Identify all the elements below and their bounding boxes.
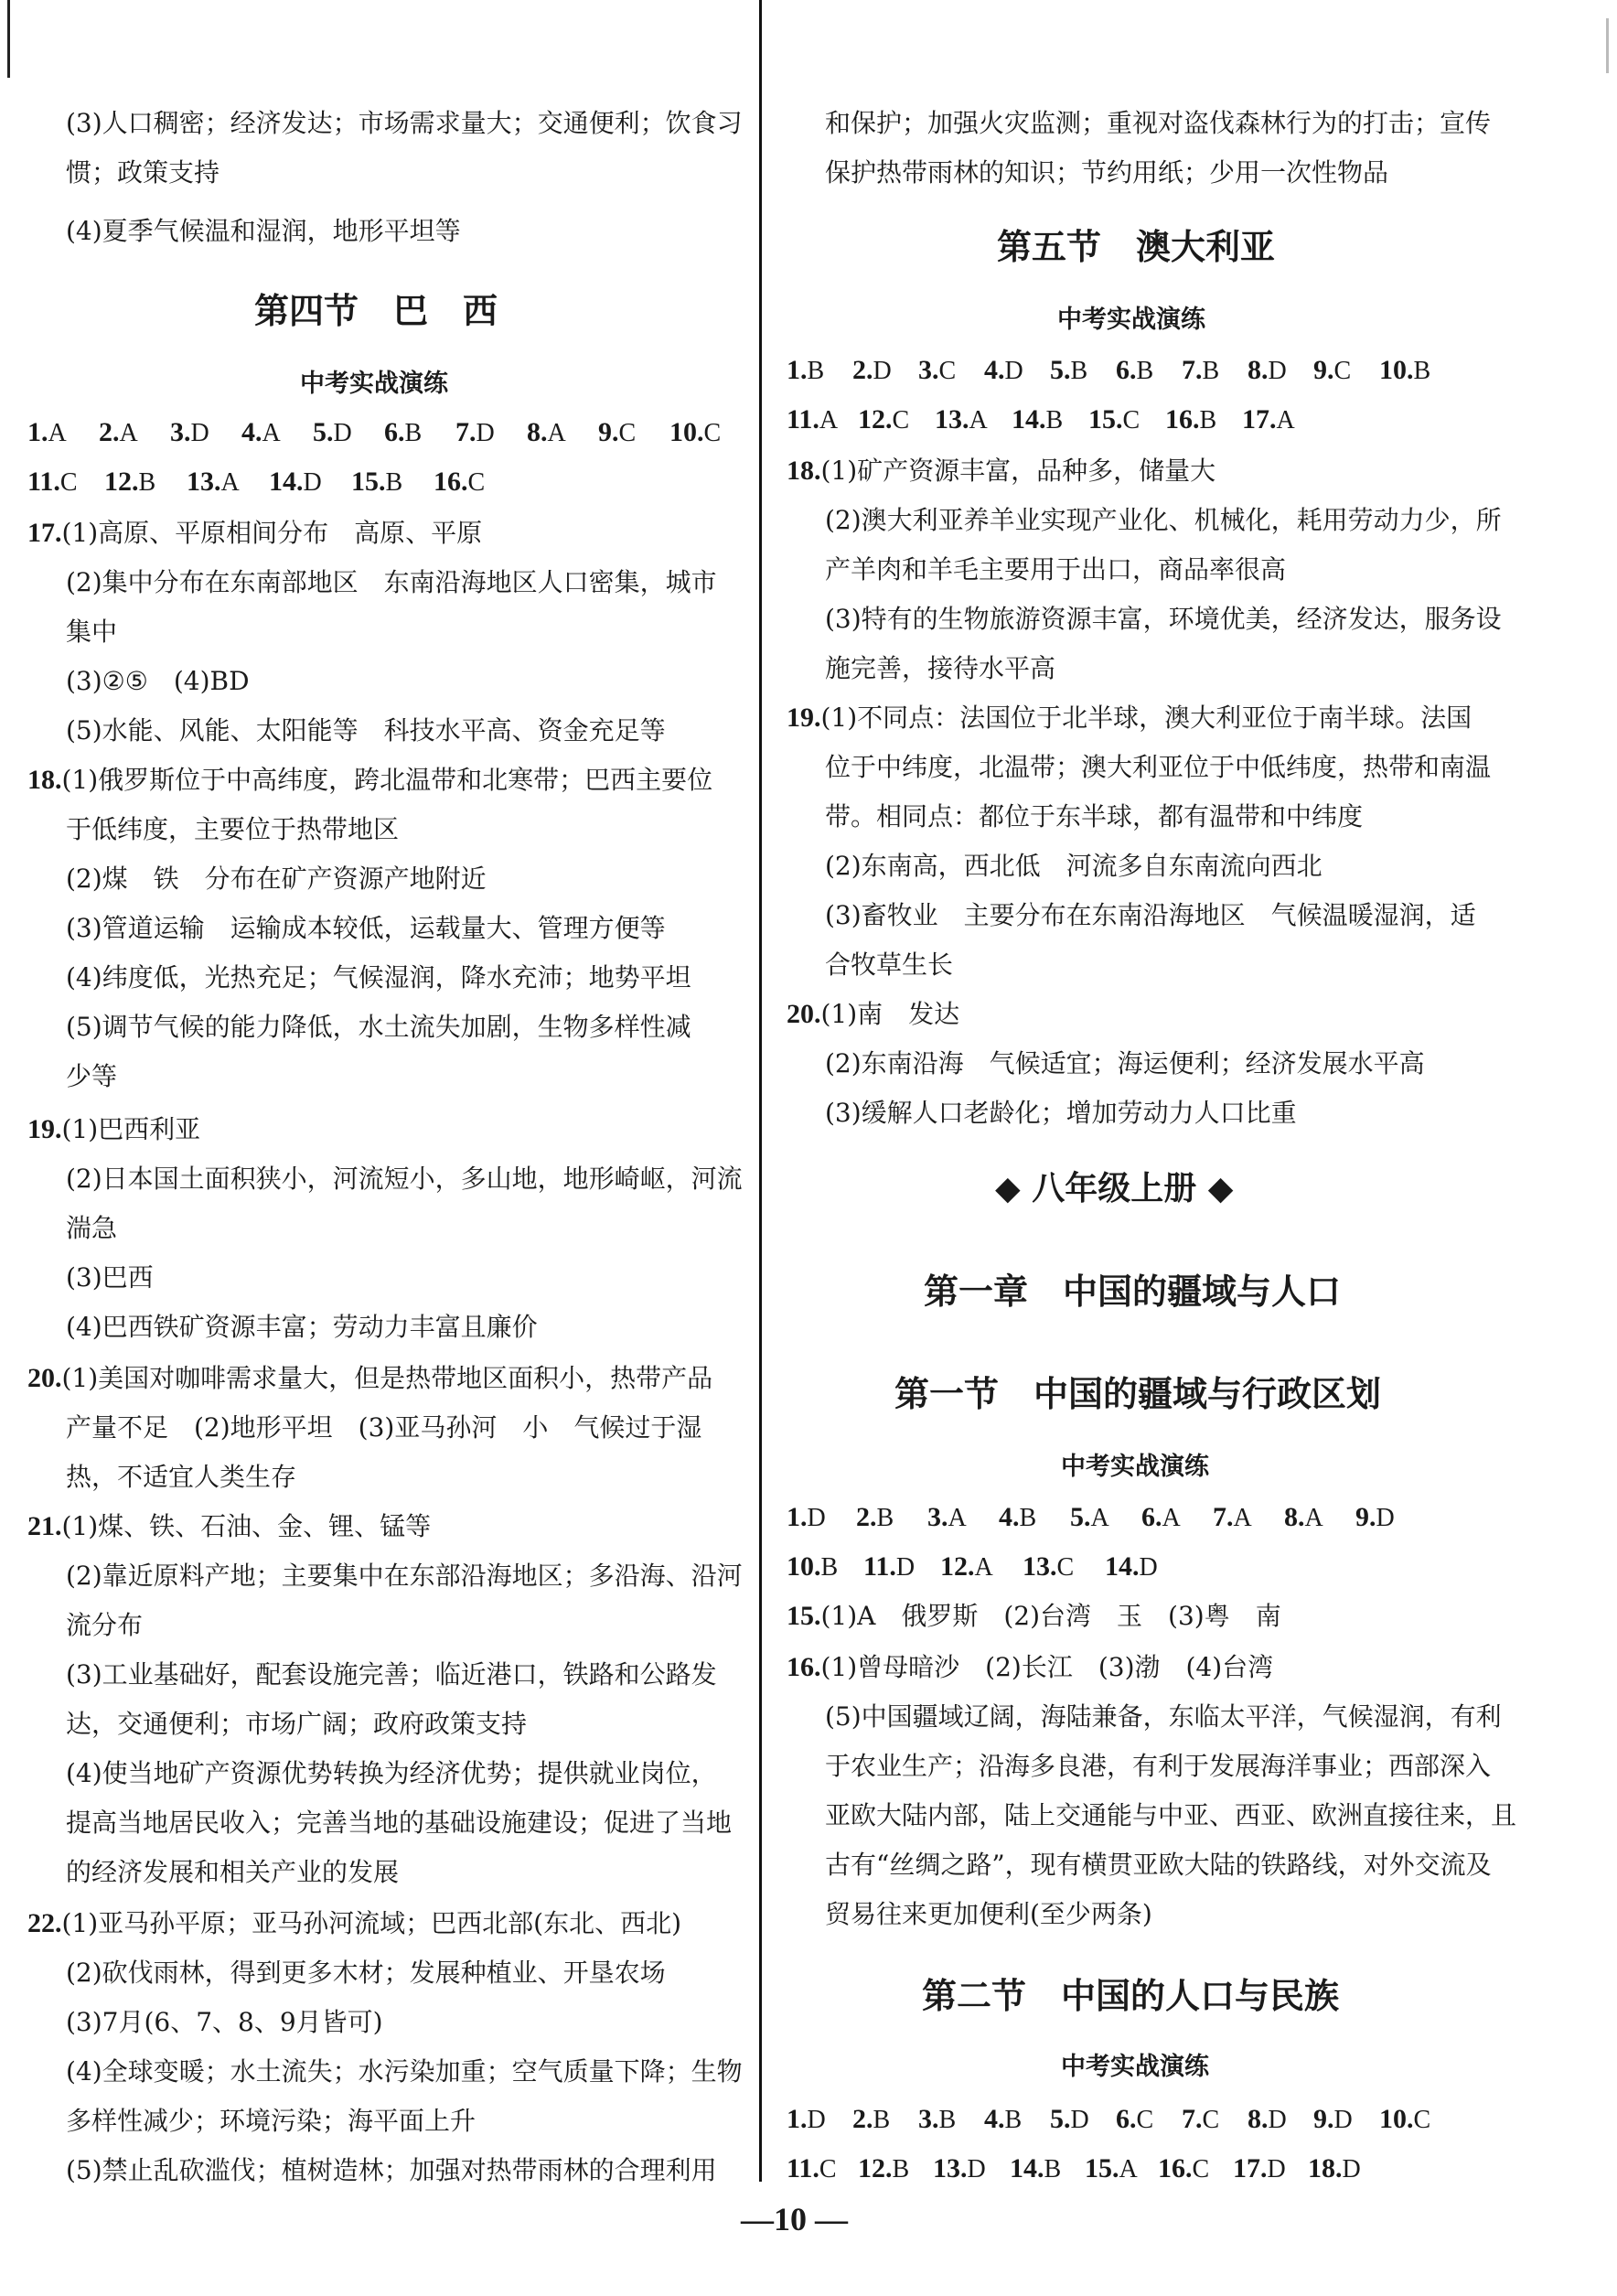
choice-letter: C: [1056, 1553, 1075, 1582]
question-19: (3)巴西: [66, 1262, 154, 1293]
choice-answer: [918, 2095, 984, 2145]
question-18: (5)调节气候的能力降低，水土流失加剧，生物多样性减: [66, 1012, 691, 1042]
choice-letter: D: [1004, 357, 1023, 385]
question-18: 产羊肉和羊毛主要用于出口，商品率很高: [825, 554, 1287, 585]
choice-answer: [1088, 395, 1165, 445]
choice-answer: [187, 457, 269, 508]
question-17: [27, 509, 482, 558]
choice-answer: [858, 2144, 933, 2194]
answer-row: [787, 395, 1319, 445]
question-19: (4)巴西铁矿资源丰富；劳动力丰富且廉价: [66, 1312, 538, 1342]
choice-letter: B: [892, 2155, 910, 2183]
question-number: 20.: [27, 1363, 62, 1393]
choice-answer: [787, 1493, 856, 1543]
question-17: (3)②⑤ (4)BD: [66, 666, 250, 696]
answer-text: (1)曾母暗沙 (2)长江 (3)渤 (4)台湾: [820, 1652, 1274, 1682]
question-20: [27, 1354, 712, 1403]
choice-letter: C: [1333, 357, 1352, 385]
question-21: (3)工业基础好，配套设施完善；临近港口，铁路和公路发: [66, 1659, 717, 1690]
practice-subtitle: 中考实战演练: [300, 370, 448, 398]
choice-letter: D: [1070, 2106, 1089, 2134]
choice-number: 13.: [187, 467, 221, 497]
choice-number: 3.: [927, 1502, 948, 1532]
question-19: (2)东南高，西北低 河流多自东南流向西北: [825, 851, 1323, 881]
choice-number: 8.: [1248, 355, 1269, 385]
question-number: 19.: [787, 703, 821, 733]
choice-answer: [1105, 1542, 1187, 1593]
choice-answer: [384, 408, 455, 458]
choice-letter: B: [1044, 2155, 1062, 2183]
choice-answer: [852, 346, 918, 396]
choice-letter: B: [385, 468, 403, 497]
choice-answer: [99, 408, 170, 458]
answer-text: (1)巴西利亚: [61, 1114, 201, 1144]
answer-row: [787, 2095, 1452, 2144]
choice-letter: A: [819, 406, 839, 435]
answer-text: (1)南 发达: [820, 999, 960, 1029]
choice-number: 6.: [1116, 2104, 1137, 2134]
choice-answer: [787, 2144, 858, 2194]
question-18: [787, 446, 1215, 496]
choice-answer: [1355, 1493, 1427, 1543]
question-18: (3)特有的生物旅游资源丰富，环境优美，经济发达，服务设: [825, 604, 1502, 634]
section-title-australia: 第五节 澳大利亚: [997, 227, 1276, 267]
choice-number: 9.: [1355, 1502, 1376, 1532]
choice-number: 1.: [787, 355, 808, 385]
choice-number: 14.: [1010, 2153, 1044, 2183]
section-title-population: 第二节 中国的人口与民族: [922, 1976, 1340, 2016]
question-number: 18.: [787, 456, 821, 486]
answer-row: [787, 2144, 1383, 2194]
question-number: 15.: [787, 1601, 821, 1631]
question-18: 于低纬度，主要位于热带地区: [66, 814, 400, 844]
choice-answer: [1116, 346, 1182, 396]
choice-number: 17.: [1233, 2153, 1268, 2183]
question-number: 17.: [27, 518, 62, 548]
choice-number: 2.: [852, 355, 873, 385]
choice-number: 7.: [1182, 355, 1203, 385]
choice-letter: C: [1413, 2106, 1431, 2134]
choice-number: 10.: [669, 417, 704, 447]
question-16: 贸易往来更加便利(至少两条): [825, 1899, 1152, 1929]
choice-number: 4.: [999, 1502, 1020, 1532]
choice-letter: D: [1268, 2106, 1287, 2134]
choice-number: 5.: [313, 417, 334, 447]
choice-answer: [1233, 2144, 1308, 2194]
choice-letter: B: [873, 2106, 891, 2134]
choice-letter: B: [1199, 406, 1217, 435]
question-21: (4)使当地矿产资源优势转换为经济优势；提供就业岗位，: [66, 1758, 717, 1788]
question-16: 古有“丝绸之路”，现有横贯亚欧大陆的铁路线，对外交流及: [825, 1850, 1492, 1880]
choice-answer: [935, 395, 1012, 445]
answer-text: (1)美国对咖啡需求量大，但是热带地区面积小，热带产品: [61, 1363, 713, 1393]
choice-number: 14.: [269, 467, 304, 497]
choice-letter: C: [703, 419, 722, 447]
practice-subtitle: 中考实战演练: [1057, 306, 1205, 334]
practice-subtitle: 中考实战演练: [1061, 2053, 1209, 2081]
choice-letter: A: [948, 1504, 967, 1532]
choice-letter: D: [303, 468, 322, 497]
choice-answer: [984, 346, 1050, 396]
question-17: (5)水能、风能、太阳能等 科技水平高、资金充足等: [66, 715, 666, 746]
choice-answer: [27, 457, 104, 508]
choice-number: 11.: [787, 2153, 819, 2183]
choice-number: 4.: [241, 417, 262, 447]
left-edge-bar: [7, 0, 10, 78]
choice-number: 10.: [787, 1551, 821, 1582]
question-number: 19.: [27, 1114, 62, 1144]
choice-number: 5.: [1050, 355, 1071, 385]
answer-row: [27, 457, 516, 507]
answer-row: [787, 1542, 1187, 1592]
choice-letter: A: [974, 1553, 993, 1582]
section-title-territory: 第一节 中国的疆域与行政区划: [894, 1374, 1382, 1414]
question-22: (5)禁止乱砍滥伐；植树造林；加强对热带雨林的合理利用: [66, 2155, 717, 2185]
choice-number: 2.: [99, 417, 120, 447]
choice-number: 1.: [27, 417, 48, 447]
choice-letter: A: [1233, 1504, 1252, 1532]
question-18: (2)煤 铁 分布在矿产资源产地附近: [66, 864, 487, 894]
choice-number: 11.: [787, 404, 819, 435]
column-divider: [759, 0, 762, 2182]
choice-letter: B: [138, 468, 156, 497]
choice-answer: [787, 395, 858, 445]
choice-letter: C: [938, 357, 957, 385]
question-17: (2)集中分布在东南部地区 东南沿海地区人口密集，城市: [66, 567, 717, 597]
choice-number: 12.: [940, 1551, 975, 1582]
choice-letter: B: [404, 419, 423, 447]
question-19: [787, 693, 1472, 743]
choice-number: 9.: [598, 417, 619, 447]
answer-text: (1)矿产资源丰富，品种多，储量大: [820, 456, 1216, 486]
question-18: (4)纬度低，光热充足；气候湿润，降水充沛；地势平坦: [66, 962, 691, 992]
choice-number: 13.: [935, 404, 969, 435]
choice-answer: [27, 408, 99, 458]
question-22: (3)7月(6、7、8、9月皆可): [66, 2007, 383, 2037]
choice-letter: B: [1202, 357, 1220, 385]
choice-number: 18.: [1308, 2153, 1343, 2183]
choice-answer: [1116, 2095, 1182, 2145]
choice-answer: [1070, 1493, 1141, 1543]
answer-text: (1)A 俄罗斯 (2)台湾 玉 (3)粤 南: [820, 1601, 1281, 1631]
choice-letter: A: [262, 419, 281, 447]
choice-letter: C: [618, 419, 637, 447]
choice-answer: [1050, 346, 1116, 396]
question-22: [27, 1899, 681, 1948]
choice-answer: [1182, 2095, 1248, 2145]
question-18: 少等: [66, 1061, 118, 1091]
choice-letter: C: [892, 406, 910, 435]
choice-letter: D: [1333, 2106, 1353, 2134]
choice-answer: [104, 457, 187, 508]
choice-number: 17.: [1242, 404, 1277, 435]
choice-answer: [1010, 2144, 1085, 2194]
choice-answer: [1379, 346, 1452, 396]
question-19: (2)日本国土面积狭小，河流短小，多山地，地形崎岖，河流: [66, 1164, 743, 1194]
question-21: (2)靠近原料产地；主要集中在东部沿海地区；多沿海、沿河: [66, 1561, 743, 1591]
question-number: 16.: [787, 1652, 821, 1682]
practice-subtitle: 中考实战演练: [1061, 1453, 1209, 1481]
answer-row: [787, 1493, 1427, 1542]
choice-answer: [863, 1542, 940, 1593]
question-21: [27, 1502, 431, 1551]
chapter-title: 第一章 中国的疆域与人口: [924, 1271, 1342, 1312]
question-19: 湍急: [66, 1213, 118, 1243]
choice-answer: [1158, 2144, 1233, 2194]
choice-answer: [1085, 2144, 1158, 2194]
question-21: 提高当地居民收入；完善当地的基础设施建设；促进了当地: [66, 1808, 733, 1838]
choice-number: 3.: [918, 355, 939, 385]
choice-answer: [669, 408, 741, 458]
question-19: 位于中纬度，北温带；澳大利亚位于中低纬度，热带和南温: [825, 752, 1492, 782]
choice-letter: A: [969, 406, 988, 435]
choice-letter: A: [547, 419, 566, 447]
choice-letter: A: [48, 419, 67, 447]
choice-number: 2.: [852, 2104, 873, 2134]
choice-number: 12.: [858, 2153, 893, 2183]
choice-letter: A: [1162, 1504, 1181, 1532]
choice-answer: [598, 408, 669, 458]
section-title-brazil: 第四节 巴 西: [254, 291, 498, 331]
choice-number: 9.: [1313, 2104, 1334, 2134]
choice-answer: [1182, 346, 1248, 396]
question-22: (4)全球变暖；水土流失；水污染加重；空气质量下降；生物: [66, 2056, 743, 2087]
question-number: 22.: [27, 1908, 62, 1938]
right-edge-mark: [1606, 18, 1609, 73]
question-18: 施完善，接待水平高: [825, 653, 1056, 683]
choice-letter: A: [1304, 1504, 1323, 1532]
choice-letter: D: [1139, 1553, 1158, 1582]
choice-number: 15.: [351, 467, 386, 497]
question-22: (2)砍伐雨林，得到更多木材；发展种植业、开垦农场: [66, 1958, 666, 1988]
question-15: [787, 1592, 1281, 1641]
question-21: 流分布: [66, 1610, 144, 1640]
choice-answer: [1308, 2144, 1383, 2194]
choice-answer: [351, 457, 434, 508]
question-20: 产量不足 (2)地形平坦 (3)亚马孙河 小 气候过于湿: [66, 1412, 702, 1443]
choice-letter: D: [333, 419, 352, 447]
choice-answer: [1023, 1542, 1105, 1593]
choice-answer: [434, 457, 516, 508]
grade-title: ◆ 八年级上册 ◆: [995, 1170, 1234, 1207]
choice-answer: [858, 395, 935, 445]
choice-letter: B: [820, 1553, 839, 1582]
choice-number: 6.: [384, 417, 405, 447]
choice-answer: [1213, 1493, 1284, 1543]
choice-number: 4.: [984, 2104, 1005, 2134]
choice-letter: B: [938, 2106, 957, 2134]
choice-letter: D: [873, 357, 892, 385]
question-18: (2)澳大利亚养羊业实现产业化、机械化，耗用劳动力少，所: [825, 505, 1502, 535]
choice-answer: [787, 1542, 863, 1593]
choice-letter: A: [1090, 1504, 1109, 1532]
choice-letter: B: [1070, 357, 1088, 385]
choice-number: 7.: [1213, 1502, 1234, 1532]
question-number: 20.: [787, 999, 821, 1029]
choice-letter: D: [1267, 2155, 1286, 2183]
question-18: (3)管道运输 运输成本较低，运载量大、管理方便等: [66, 913, 666, 943]
choice-answer: [1012, 395, 1088, 445]
choice-letter: B: [1019, 1504, 1037, 1532]
choice-letter: D: [1376, 1504, 1395, 1532]
choice-answer: [1141, 1493, 1213, 1543]
choice-letter: D: [807, 1504, 826, 1532]
choice-number: 12.: [104, 467, 139, 497]
choice-number: 16.: [1165, 404, 1200, 435]
question-20: [787, 990, 959, 1039]
choice-answer: [927, 1493, 999, 1543]
choice-number: 8.: [1248, 2104, 1269, 2134]
choice-letter: C: [1192, 2155, 1210, 2183]
answer-text: (1)煤、铁、石油、金、锂、锰等: [61, 1511, 432, 1541]
choice-letter: C: [59, 468, 78, 497]
choice-letter: C: [467, 468, 486, 497]
question-19: 带。相同点：都位于东半球，都有温带和中纬度: [825, 801, 1364, 831]
question-18: [27, 756, 712, 805]
text-line: 惯；政策支持: [66, 157, 220, 188]
choice-number: 6.: [1116, 355, 1137, 385]
choice-answer: [1242, 395, 1319, 445]
text-line: (3)人口稠密；经济发达；市场需求量大；交通便利；饮食习: [66, 108, 743, 138]
choice-letter: D: [967, 2155, 986, 2183]
question-21: 的经济发展和相关产业的发展: [66, 1857, 400, 1887]
question-16: 于农业生产；沿海多良港，有利于发展海洋事业；西部深入: [825, 1751, 1492, 1781]
question-number: 18.: [27, 765, 62, 795]
answer-text: (1)亚马孙平原；亚马孙河流域；巴西北部(东北、西北): [61, 1908, 682, 1938]
choice-letter: B: [1045, 406, 1064, 435]
question-20: (3)缓解人口老龄化；增加劳动力人口比重: [825, 1098, 1297, 1128]
choice-number: 13.: [1023, 1551, 1057, 1582]
choice-answer: [1379, 2095, 1452, 2145]
choice-answer: [999, 1493, 1070, 1543]
choice-letter: A: [119, 419, 138, 447]
choice-letter: D: [1268, 357, 1287, 385]
choice-answer: [527, 408, 598, 458]
question-20: (2)东南沿海 气候适宜；海运便利；经济发展水平高: [825, 1048, 1425, 1078]
answer-text: (1)不同点：法国位于北半球，澳大利亚位于南半球。法国: [820, 703, 1472, 733]
choice-answer: [455, 408, 527, 458]
choice-letter: B: [1136, 357, 1154, 385]
choice-number: 14.: [1105, 1551, 1140, 1582]
question-19: 合牧草生长: [825, 950, 954, 980]
answer-text: (1)俄罗斯位于中高纬度，跨北温带和北寒带；巴西主要位: [61, 765, 713, 795]
choice-number: 5.: [1050, 2104, 1071, 2134]
choice-answer: [984, 2095, 1050, 2145]
choice-answer: [856, 1493, 927, 1543]
choice-letter: D: [807, 2106, 826, 2134]
choice-answer: [1165, 395, 1242, 445]
choice-answer: [1313, 346, 1379, 396]
choice-answer: [313, 408, 384, 458]
choice-letter: C: [819, 2155, 837, 2183]
choice-answer: [852, 2095, 918, 2145]
choice-number: 3.: [170, 417, 191, 447]
question-number: 21.: [27, 1511, 62, 1541]
choice-letter: A: [220, 468, 240, 497]
choice-answer: [1248, 346, 1313, 396]
choice-letter: D: [476, 419, 495, 447]
choice-answer: [940, 1542, 1023, 1593]
choice-number: 8.: [527, 417, 548, 447]
choice-number: 11.: [863, 1551, 896, 1582]
choice-answer: [933, 2144, 1010, 2194]
choice-number: 9.: [1313, 355, 1334, 385]
question-19: [27, 1105, 200, 1154]
question-20: 热，不适宜人类生存: [66, 1462, 297, 1492]
question-21: 达，交通便利；市场广阔；政府政策支持: [66, 1709, 528, 1739]
choice-number: 15.: [1085, 2153, 1119, 2183]
choice-letter: C: [1122, 406, 1140, 435]
choice-letter: C: [1136, 2106, 1154, 2134]
choice-letter: B: [876, 1504, 894, 1532]
choice-number: 2.: [856, 1502, 877, 1532]
choice-answer: [918, 346, 984, 396]
choice-answer: [1284, 1493, 1355, 1543]
choice-answer: [170, 408, 241, 458]
question-16: 亚欧大陆内部，陆上交通能与中亚、西亚、欧洲直接往来，且: [825, 1800, 1517, 1830]
answer-row: [27, 408, 741, 457]
choice-answer: [1248, 2095, 1313, 2145]
choice-letter: C: [1202, 2106, 1220, 2134]
choice-number: 14.: [1012, 404, 1046, 435]
choice-number: 5.: [1070, 1502, 1091, 1532]
choice-number: 13.: [933, 2153, 968, 2183]
choice-number: 3.: [918, 2104, 939, 2134]
text-line: 保护热带雨林的知识；节约用纸；少用一次性物品: [825, 157, 1389, 188]
answer-row: [787, 346, 1452, 395]
choice-answer: [1050, 2095, 1116, 2145]
choice-letter: B: [1004, 2106, 1023, 2134]
page-number: —10 —: [741, 2201, 848, 2237]
choice-answer: [241, 408, 313, 458]
choice-answer: [269, 457, 351, 508]
question-16: (5)中国疆域辽阔，海陆兼备，东临太平洋，气候湿润，有利: [825, 1701, 1502, 1732]
choice-answer: [787, 346, 852, 396]
choice-number: 12.: [858, 404, 893, 435]
choice-number: 6.: [1141, 1502, 1162, 1532]
choice-number: 7.: [455, 417, 477, 447]
choice-letter: D: [190, 419, 209, 447]
answer-text: (1)高原、平原相间分布 高原、平原: [61, 518, 483, 548]
choice-answer: [787, 2095, 852, 2145]
choice-number: 1.: [787, 2104, 808, 2134]
choice-number: 11.: [27, 467, 60, 497]
question-19: (3)畜牧业 主要分布在东南沿海地区 气候温暖湿润，适: [825, 900, 1476, 930]
choice-number: 4.: [984, 355, 1005, 385]
choice-letter: A: [1276, 406, 1295, 435]
text-line: 和保护；加强火灾监测；重视对盗伐森林行为的打击；宣传: [825, 108, 1492, 138]
text-line: (4)夏季气候温和湿润，地形平坦等: [66, 216, 461, 246]
choice-number: 16.: [434, 467, 468, 497]
choice-number: 15.: [1088, 404, 1123, 435]
question-22: 多样性减少；环境污染；海平面上升: [66, 2106, 477, 2136]
choice-letter: D: [1342, 2155, 1361, 2183]
question-16: [787, 1643, 1273, 1692]
choice-number: 8.: [1284, 1502, 1305, 1532]
choice-number: 16.: [1158, 2153, 1193, 2183]
choice-answer: [1313, 2095, 1379, 2145]
choice-number: 10.: [1379, 355, 1414, 385]
choice-letter: B: [807, 357, 825, 385]
question-17: 集中: [66, 617, 118, 647]
choice-number: 7.: [1182, 2104, 1203, 2134]
choice-number: 1.: [787, 1502, 808, 1532]
choice-number: 10.: [1379, 2104, 1414, 2134]
choice-letter: A: [1119, 2155, 1138, 2183]
choice-letter: B: [1413, 357, 1431, 385]
choice-letter: D: [895, 1553, 916, 1582]
